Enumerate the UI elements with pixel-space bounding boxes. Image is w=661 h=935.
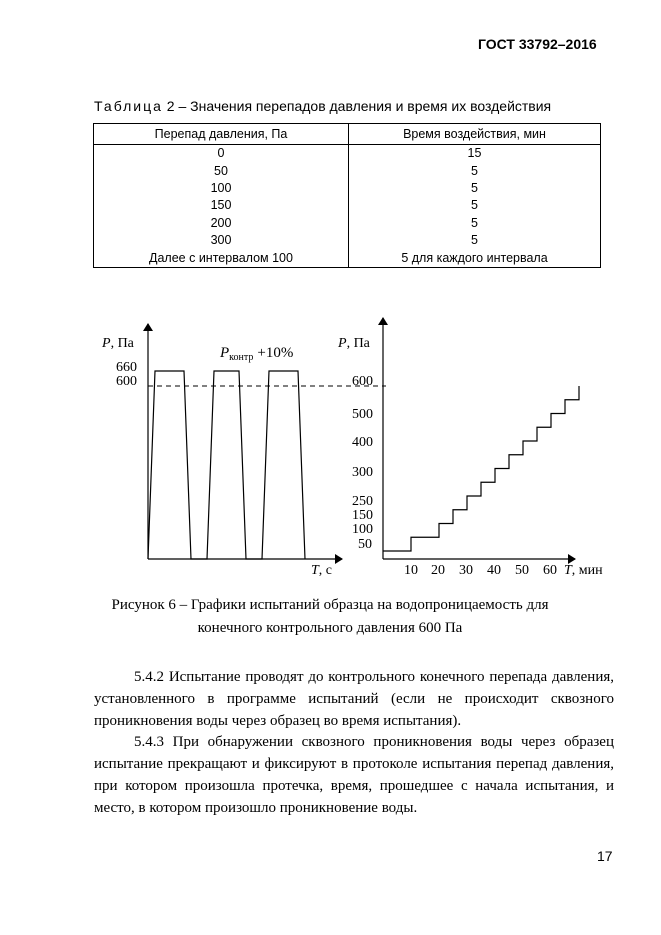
table-row [94, 249, 601, 267]
right-plot-x-label: T, мин [564, 563, 603, 578]
annotation-p: P [220, 345, 230, 361]
table-cell: 15 [349, 145, 601, 163]
right-plot-y-tick-label: 250 [352, 494, 373, 509]
table-row [94, 197, 601, 214]
right-plot-series-line [383, 386, 579, 551]
left-plot-y-label: P, Па [102, 336, 134, 351]
column-header-time: Время воздействия, мин [349, 124, 601, 145]
right-plot-x-tick-label: 50 [515, 563, 529, 578]
column-header-pressure: Перепад давления, Па [94, 124, 349, 145]
document-code: ГОСТ 33792–2016 [478, 36, 597, 52]
right-plot-x-tick-label: 30 [459, 563, 473, 578]
left-plot [101, 324, 386, 578]
table-cell: 5 для каждого интервала [349, 249, 601, 267]
test-graphs-figure [0, 300, 661, 590]
table-caption-text: – Значения перепадов давления и время их воздействия [178, 98, 552, 114]
right-plot-y-tick-label: 100 [352, 522, 373, 537]
right-plot-x-tick-label: 20 [431, 563, 445, 578]
table-row [94, 180, 601, 197]
table-cell: 0 [94, 145, 349, 163]
annotation-subscript: контр [229, 352, 254, 363]
table-cell: 150 [94, 197, 349, 214]
figure-caption [100, 594, 560, 640]
table-cell: Далее с интервалом 100 [94, 249, 349, 267]
table-row [94, 162, 601, 179]
table-row [94, 215, 601, 232]
table-cell: 50 [94, 162, 349, 179]
left-plot-y-tick-label: 660 [116, 360, 137, 375]
table-caption-number: 2 [166, 98, 175, 114]
table-cell: 5 [349, 180, 601, 197]
pressure-time-table [93, 123, 601, 268]
table-header-row [94, 124, 601, 145]
table-caption-label: Таблица [94, 98, 163, 114]
paragraph-5-4-2 [94, 666, 614, 732]
figure-caption-line: конечного контрольного давления 600 Па [197, 620, 463, 636]
page-number: 17 [597, 848, 613, 864]
paragraph-5-4-3 [94, 731, 614, 819]
table-cell: 5 [349, 162, 601, 179]
right-plot-y-tick-label: 150 [352, 508, 373, 523]
right-plot-y-tick-label: 50 [358, 537, 372, 552]
right-plot-y-tick-label: 300 [352, 465, 373, 480]
left-plot-series-line [148, 371, 305, 559]
right-plot-y-tick-label: 400 [352, 435, 373, 450]
paragraph-text: 5.4.3 При обнаружении сквозного проникновения воды через образец испытание прекращают и фиксируют в протоколе испытания перепад давления, при котором произошла протечка, время, прошедшее с начала испытания, и место, в котором произошло проникновение воды. [94, 734, 614, 816]
left-plot-y-tick-label: 600 [116, 374, 137, 389]
right-plot-y-tick-label: 500 [352, 407, 373, 422]
right-plot-x-tick-label: 60 [543, 563, 557, 578]
table-cell: 5 [349, 232, 601, 249]
table-cell: 5 [349, 215, 601, 232]
table-row [94, 145, 601, 163]
right-plot-y-label: P, Па [338, 336, 370, 351]
right-plot-x-tick-label: 40 [487, 563, 501, 578]
right-plot-y-tick-label: 600 [352, 374, 373, 389]
annotation-tail: +10% [257, 345, 294, 361]
table-cell: 300 [94, 232, 349, 249]
right-plot [337, 318, 603, 578]
paragraph-text: 5.4.2 Испытание проводят до контрольного конечного перепада давления, установленного в программе испытаний (если не происходит сквозного проникновения воды через образец во время испытания). [94, 669, 614, 729]
right-plot-x-tick-label: 10 [404, 563, 418, 578]
table-cell: 100 [94, 180, 349, 197]
table-caption [94, 98, 551, 114]
left-plot-annotation [219, 345, 293, 363]
right-plot-series [383, 386, 579, 551]
table-row [94, 232, 601, 249]
table-cell: 5 [349, 197, 601, 214]
table-cell: 200 [94, 215, 349, 232]
figure-caption-line: Рисунок 6 – Графики испытаний образца на водопроницаемость для [111, 597, 549, 613]
left-plot-x-label: T, с [311, 563, 333, 578]
